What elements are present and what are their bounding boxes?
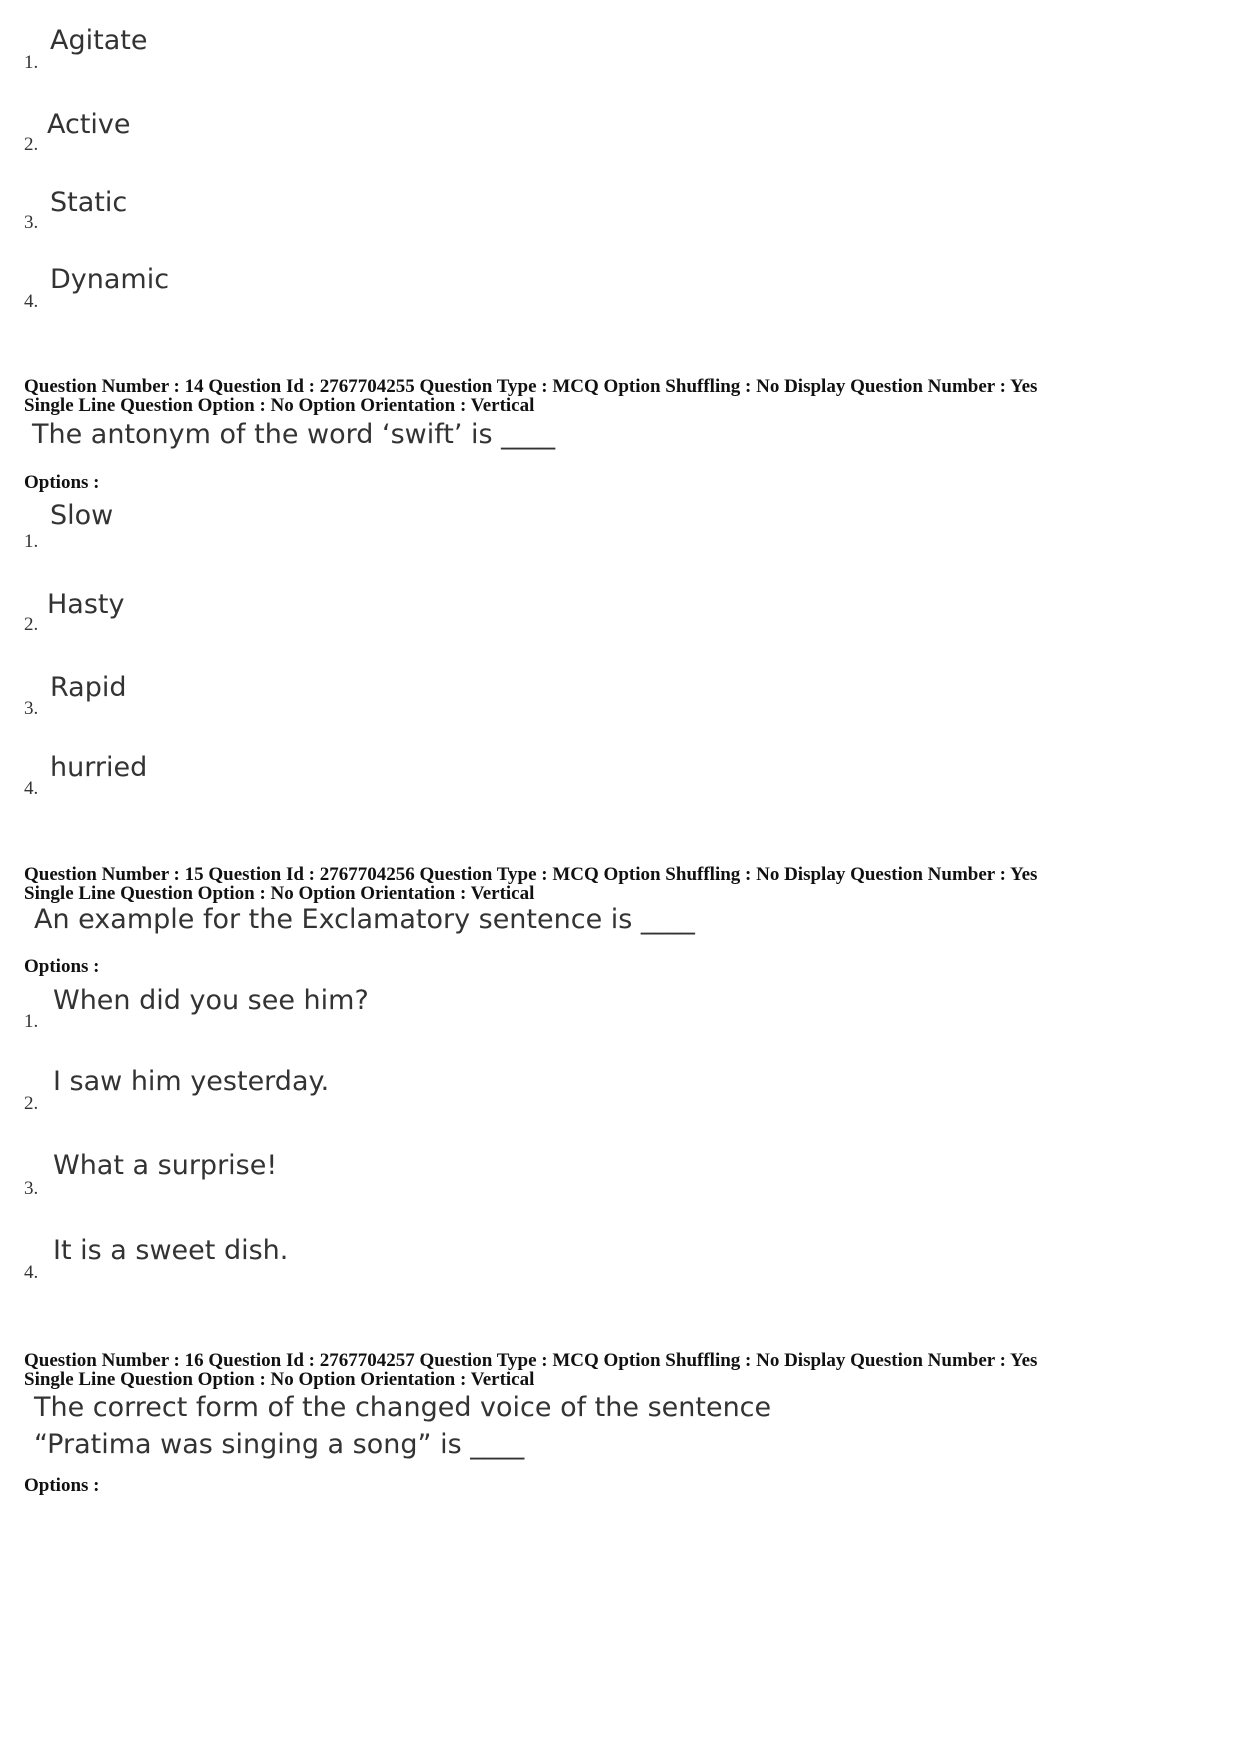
options-label: Options : bbox=[24, 472, 100, 493]
option-text: Rapid bbox=[50, 672, 127, 703]
option-text: Slow bbox=[50, 500, 114, 531]
option-number: 1. bbox=[24, 52, 39, 73]
option-text: Static bbox=[50, 187, 128, 218]
option-number: 2. bbox=[24, 134, 39, 155]
option-text: Dynamic bbox=[50, 264, 170, 295]
question-meta-line-2: Single Line Question Option : No Option Orientation : Vertical bbox=[24, 395, 535, 416]
option-number: 4. bbox=[24, 1262, 39, 1283]
question-text: An example for the Exclamatory sentence is ____ bbox=[34, 904, 695, 935]
question-text-line-1: The correct form of the changed voice of the sentence bbox=[34, 1392, 772, 1423]
option-text: When did you see him? bbox=[53, 985, 369, 1016]
option-text: What a surprise! bbox=[53, 1150, 278, 1181]
question-meta-line-2: Single Line Question Option : No Option Orientation : Vertical bbox=[24, 883, 535, 904]
question-text-line-2: “Pratima was singing a song” is ____ bbox=[34, 1429, 525, 1460]
option-number: 4. bbox=[24, 778, 39, 799]
option-number: 2. bbox=[24, 1093, 39, 1114]
option-text: Active bbox=[47, 109, 131, 140]
question-meta-line-1: Question Number : 16 Question Id : 2767704257 Question Type : MCQ Option Shuffling : No Display Question Number : Yes bbox=[24, 1350, 1038, 1371]
option-number: 2. bbox=[24, 614, 39, 635]
question-text: The antonym of the word ‘swift’ is ____ bbox=[32, 419, 556, 450]
option-number: 3. bbox=[24, 698, 39, 719]
question-meta-line-1: Question Number : 14 Question Id : 2767704255 Question Type : MCQ Option Shuffling : No Display Question Number : Yes bbox=[24, 376, 1038, 397]
option-number: 3. bbox=[24, 212, 39, 233]
option-text: I saw him yesterday. bbox=[53, 1066, 330, 1097]
option-number: 1. bbox=[24, 1011, 39, 1032]
options-label: Options : bbox=[24, 956, 100, 977]
option-number: 1. bbox=[24, 531, 39, 552]
options-label: Options : bbox=[24, 1475, 100, 1496]
option-number: 3. bbox=[24, 1178, 39, 1199]
question-meta-line-1: Question Number : 15 Question Id : 2767704256 Question Type : MCQ Option Shuffling : No Display Question Number : Yes bbox=[24, 864, 1038, 885]
option-text: It is a sweet dish. bbox=[53, 1235, 289, 1266]
question-meta-line-2: Single Line Question Option : No Option Orientation : Vertical bbox=[24, 1369, 535, 1390]
option-text: Agitate bbox=[50, 25, 148, 56]
option-text: Hasty bbox=[47, 589, 125, 620]
option-text: hurried bbox=[50, 752, 148, 783]
option-number: 4. bbox=[24, 291, 39, 312]
